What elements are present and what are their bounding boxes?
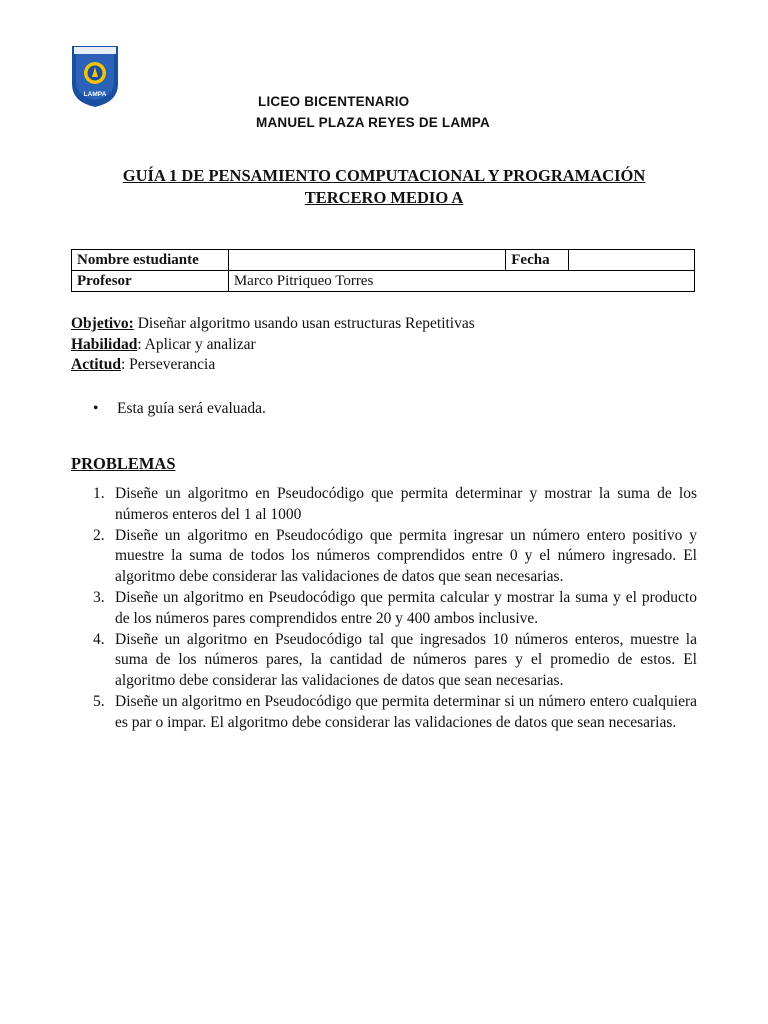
objective-label: Objetivo:: [71, 315, 134, 332]
guide-title: GUÍA 1 DE PENSAMIENTO COMPUTACIONAL Y PROGRAMACIÓN: [122, 166, 646, 185]
list-item: [93, 692, 697, 734]
objective-line: [71, 315, 475, 333]
school-name-line2: MANUEL PLAZA REYES DE LAMPA: [256, 115, 490, 130]
problems-heading: PROBLEMAS: [71, 454, 176, 473]
problem-text: Diseñe un algoritmo en Pseudocódigo que permita determinar y mostrar la suma de los números enteros del 1 al 1000: [115, 485, 697, 523]
student-name-field[interactable]: [228, 250, 505, 271]
problem-number: 3.: [93, 588, 105, 606]
date-label: Fecha: [506, 250, 569, 271]
problem-list: [93, 484, 697, 734]
list-item: [93, 526, 697, 588]
student-name-label: Nombre estudiante: [72, 250, 229, 271]
teacher-label: Profesor: [72, 271, 229, 292]
attitude-value: : Perseverancia: [120, 356, 216, 373]
teacher-name: Marco Pitriqueo Torres: [228, 271, 694, 292]
evaluation-note: [93, 400, 266, 418]
evaluation-note-text: Esta guía será evaluada.: [117, 400, 266, 417]
problem-number: 5.: [93, 692, 105, 710]
problem-text: Diseñe un algoritmo en Pseudocódigo que permita determinar si un número entero cualquiera es par o impar. El algoritmo debe considerar las validaciones de datos que sean necesarias.: [115, 692, 697, 731]
attitude-label: Actitud: [71, 356, 121, 373]
problem-number: 4.: [93, 630, 105, 648]
logo-top-band: [74, 47, 116, 54]
logo-text: LAMPA: [83, 91, 107, 98]
problem-text: Diseñe un algoritmo en Pseudocódigo que permita calcular y mostrar la suma y el producto de los números pares comprendidos entre 20 y 400 ambos inclusive.: [115, 588, 697, 627]
bullet-icon: •: [93, 400, 99, 417]
problem-number: 2.: [93, 526, 105, 544]
student-row: [72, 250, 695, 271]
objective-value: Diseñar algoritmo usando usan estructuras Repetitivas: [133, 315, 475, 332]
teacher-row: [72, 271, 695, 292]
school-name-line1: LICEO BICENTENARIO: [258, 94, 410, 109]
list-item: [93, 630, 697, 692]
list-item: [93, 588, 697, 630]
list-item: [93, 484, 697, 526]
guide-subtitle: TERCERO MEDIO A: [304, 188, 464, 207]
problem-number: 1.: [93, 485, 105, 502]
date-field[interactable]: [569, 250, 695, 271]
attitude-line: [71, 356, 215, 374]
skill-label: Habilidad: [71, 336, 138, 353]
skill-line: [71, 336, 256, 354]
skill-value: : Aplicar y analizar: [137, 336, 256, 353]
student-info-table: [71, 249, 695, 292]
problem-text: Diseñe un algoritmo en Pseudocódigo tal que ingresados 10 números enteros, muestre la suma de los números pares, la cantidad de números pares y el promedio de estos. El algoritmo debe considerar las validaciones de datos que sean necesarias.: [115, 630, 697, 690]
school-logo: [70, 44, 120, 108]
problem-text: Diseñe un algoritmo en Pseudocódigo que permita ingresar un número entero positivo y muestre la suma de todos los números comprendidos entre 0 y el número ingresado. El algoritmo debe considerar las validaciones de datos que sean necesarias.: [115, 526, 697, 586]
